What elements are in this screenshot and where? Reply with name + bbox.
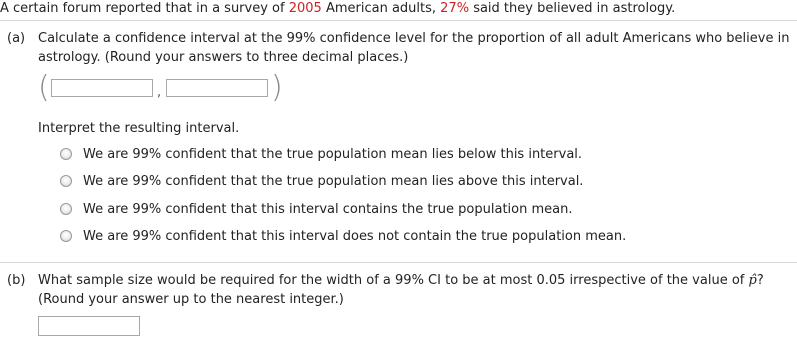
part-a-question-line1: Calculate a confidence interval at the 99% confidence level for the proportion of all adult Americans who believe in — [38, 31, 790, 46]
sample-size-input[interactable] — [38, 316, 140, 336]
divider — [0, 262, 797, 263]
part-b-question-line2: (Round your answer up to the nearest integer.) — [38, 292, 344, 307]
problem-statement — [0, 1, 675, 16]
ci-upper-input[interactable] — [166, 79, 268, 97]
option-radio-2[interactable] — [60, 175, 72, 187]
intro-text-mid: American adults, — [321, 1, 441, 16]
part-b-text-post: ? — [756, 273, 764, 288]
intro-text-pre: A certain forum reported that in a survey of — [0, 1, 289, 16]
survey-percent: 27% — [440, 1, 470, 16]
option-radio-4[interactable] — [60, 230, 72, 242]
p-hat-symbol: p̂ — [748, 273, 757, 288]
ci-lower-input[interactable] — [51, 79, 153, 97]
option-label-1: We are 99% confident that the true population mean lies below this interval. — [83, 147, 583, 162]
interpret-prompt: Interpret the resulting interval. — [38, 121, 240, 136]
option-label-3: We are 99% confident that this interval contains the true population mean. — [83, 202, 573, 217]
option-radio-1[interactable] — [60, 148, 72, 160]
right-parenthesis: ) — [271, 70, 283, 105]
interval-comma: , — [157, 85, 162, 100]
survey-size: 2005 — [288, 1, 322, 16]
intro-text-post: said they believed in astrology. — [469, 1, 676, 16]
option-label-2: We are 99% confident that the true population mean lies above this interval. — [83, 174, 584, 189]
option-radio-3[interactable] — [60, 203, 72, 215]
option-label-4: We are 99% confident that this interval does not contain the true population mean. — [83, 229, 627, 244]
divider — [0, 20, 797, 21]
part-a-question-line2: astrology. (Round your answers to three decimal places.) — [38, 50, 409, 65]
left-parenthesis: ( — [38, 70, 50, 105]
part-b-text-pre: What sample size would be required for the width of a 99% CI to be at most 0.05 irrespective of the value of — [38, 273, 749, 288]
part-b-label: (b) — [7, 273, 26, 288]
part-a-label: (a) — [7, 31, 26, 46]
part-b-question-line1 — [38, 273, 764, 288]
